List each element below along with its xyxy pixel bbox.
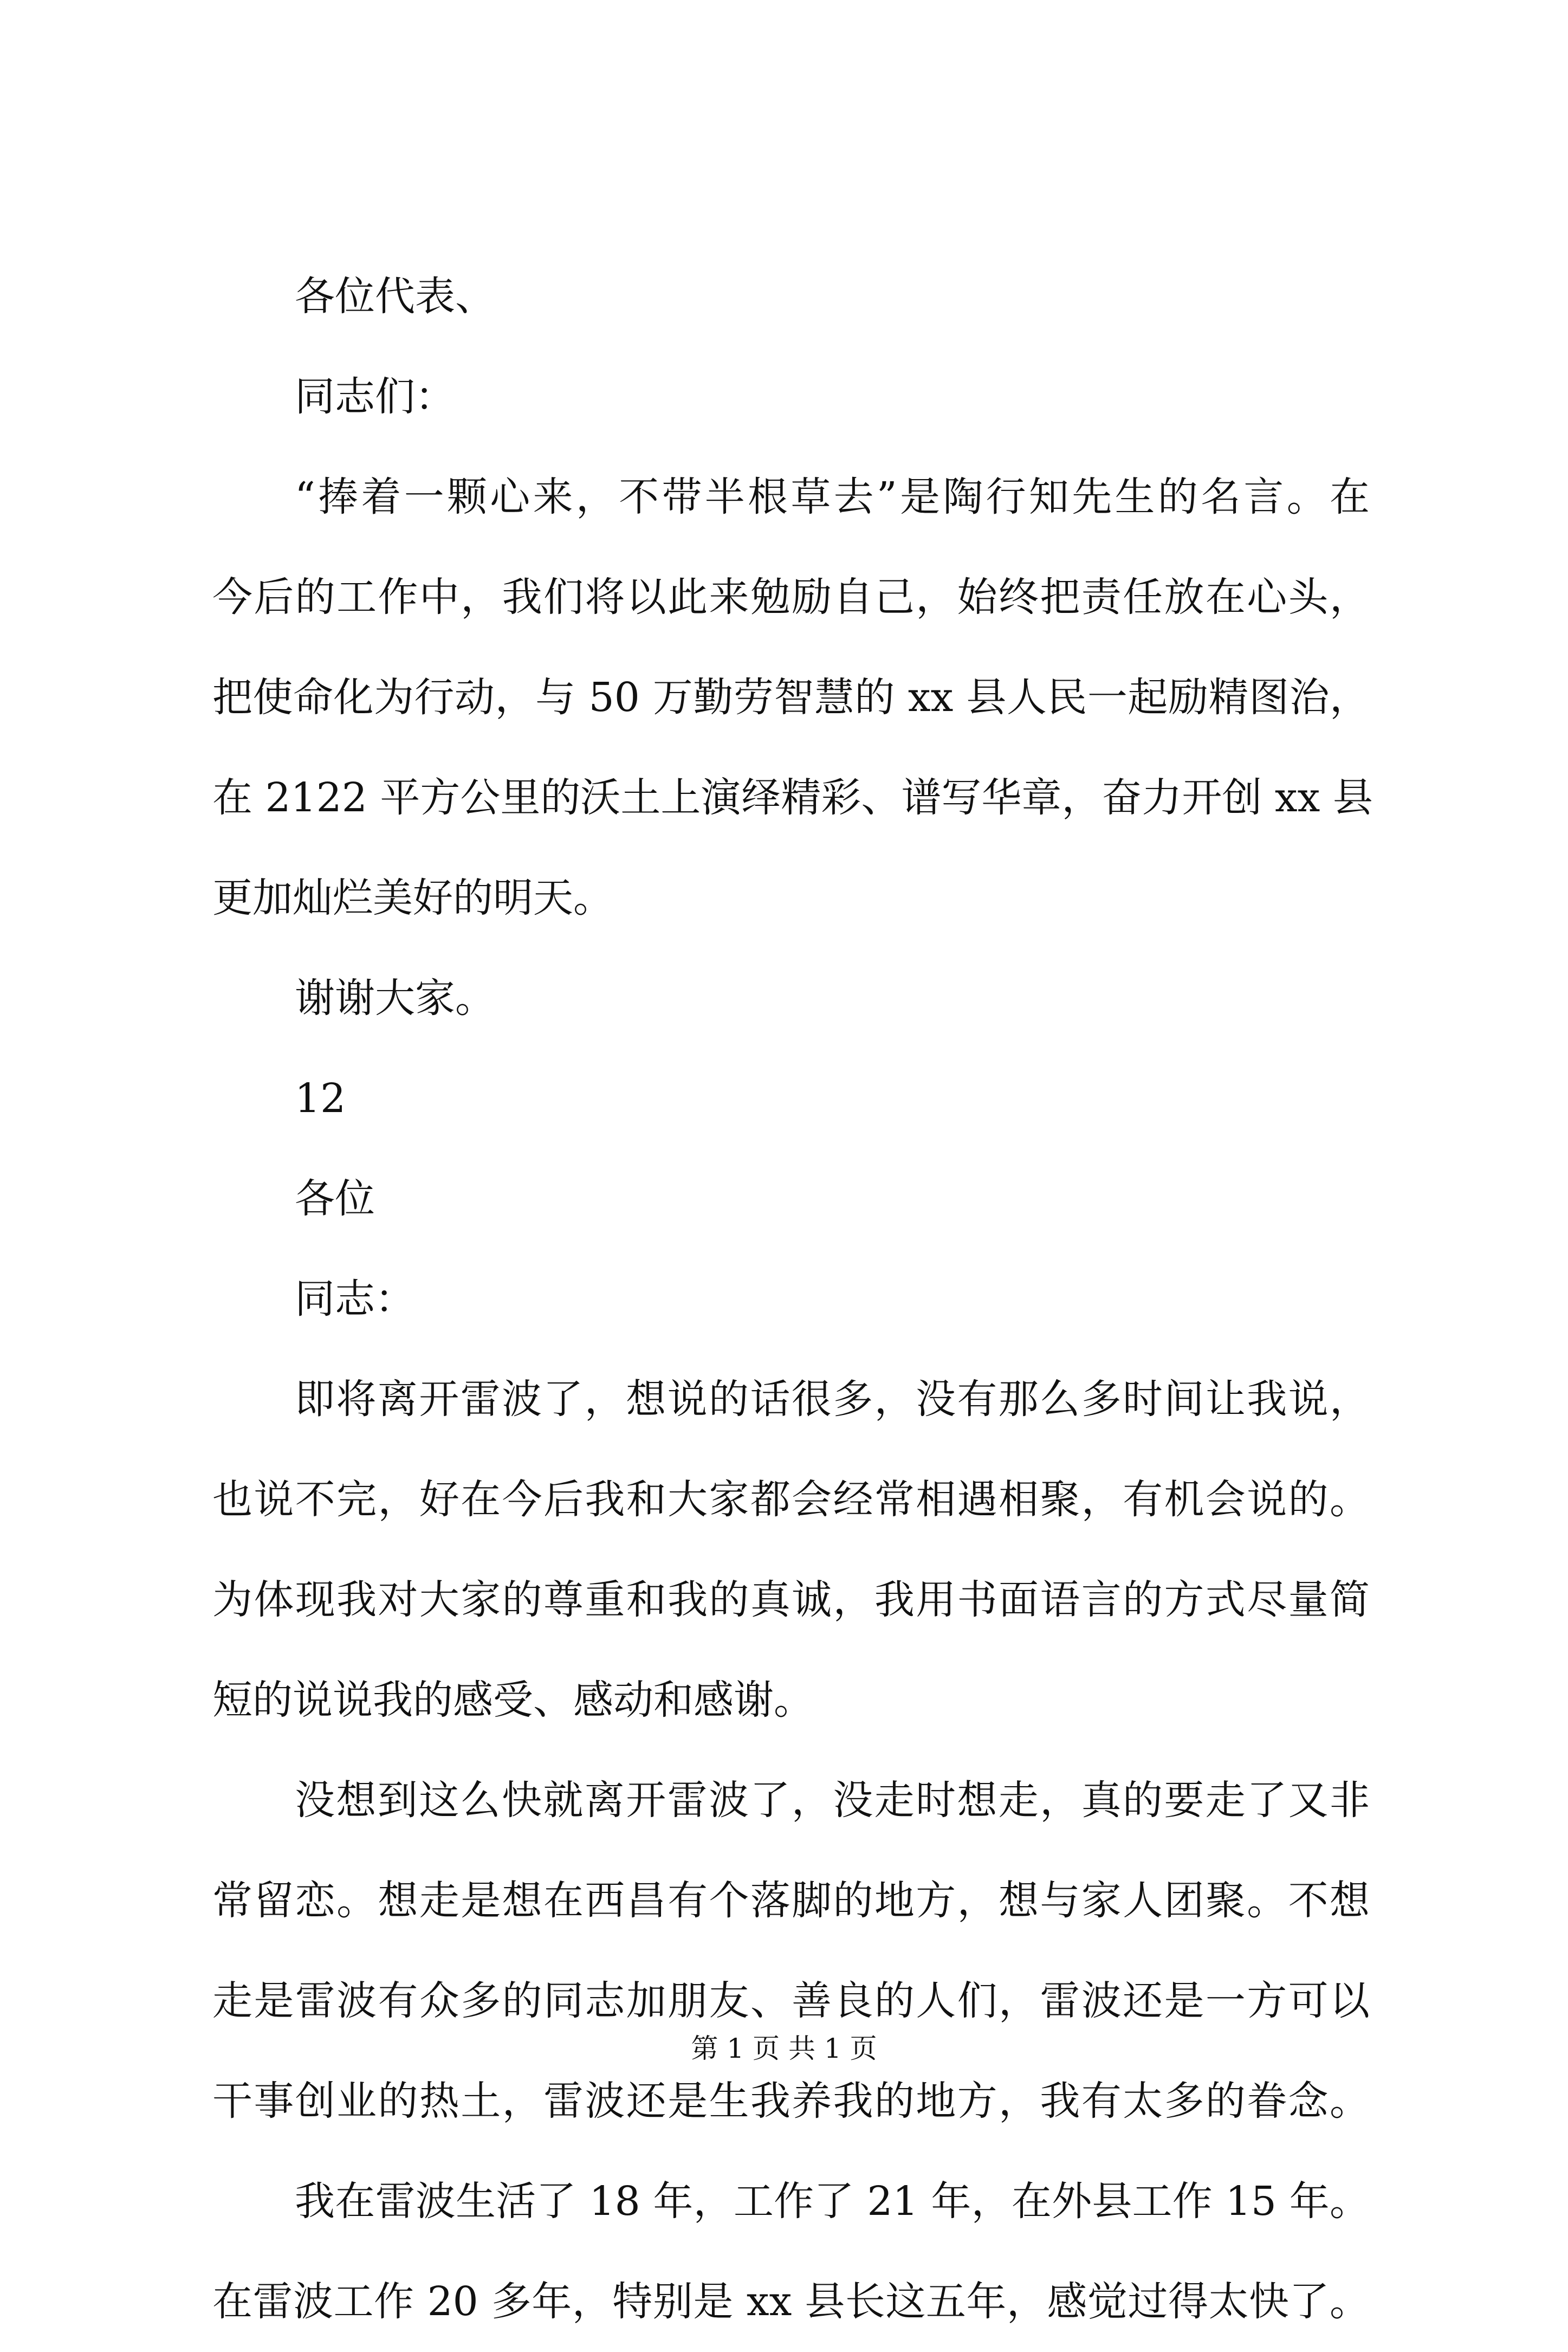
paragraph-line: 在雷波工作 20 多年，特别是 xx 县长这五年，感觉过得太快了。 <box>212 2278 1370 2325</box>
paragraph-line: 为体现我对大家的尊重和我的真诚，我用书面语言的方式尽量简 <box>212 1576 1370 1623</box>
paragraph-line: 在 2122 平方公里的沃土上演绎精彩、谱写华章，奋力开创 xx 县 <box>212 774 1373 821</box>
paragraph-line: 我在雷波生活了 18 年，工作了 21 年，在外县工作 15 年。 <box>295 2178 1370 2225</box>
paragraph-line: 短的说说我的感受、感动和感谢。 <box>212 1677 814 1723</box>
salutation-line: 同志们： <box>295 373 455 420</box>
paragraph-line: 即将离开雷波了，想说的话很多，没有那么多时间让我说， <box>295 1376 1370 1423</box>
salutation-line: 各位代表、 <box>295 273 495 320</box>
paragraph-line: 把使命化为行动，与 50 万勤劳智慧的 xx 县人民一起励精图治， <box>212 674 1370 721</box>
page-footer: 第 1 页 共 1 页 <box>691 2033 877 2064</box>
paragraph-line: 干事创业的热土，雷波还是生我养我的地方，我有太多的眷念。 <box>212 2078 1370 2124</box>
salutation-line: 同志： <box>295 1276 415 1322</box>
paragraph-line: 也说不完，好在今后我和大家都会经常相遇相聚，有机会说的。 <box>212 1476 1370 1523</box>
paragraph-line: 今后的工作中，我们将以此来勉励自己，始终把责任放在心头， <box>212 574 1370 621</box>
closing-line: 谢谢大家。 <box>295 975 495 1022</box>
paragraph-line: 常留恋。想走是想在西昌有个落脚的地方，想与家人团聚。不想 <box>212 1877 1370 1924</box>
paragraph-line: “捧着一颗心来，不带半根草去”是陶行知先生的名言。在 <box>295 474 1370 520</box>
salutation-line: 各位 <box>295 1175 375 1222</box>
number-line: 12 <box>295 1075 346 1122</box>
paragraph-line: 走是雷波有众多的同志加朋友、善良的人们，雷波还是一方可以 <box>212 1978 1370 2024</box>
paragraph-line: 没想到这么快就离开雷波了，没走时想走，真的要走了又非 <box>295 1777 1370 1824</box>
paragraph-line: 更加灿烂美好的明天。 <box>212 875 613 921</box>
